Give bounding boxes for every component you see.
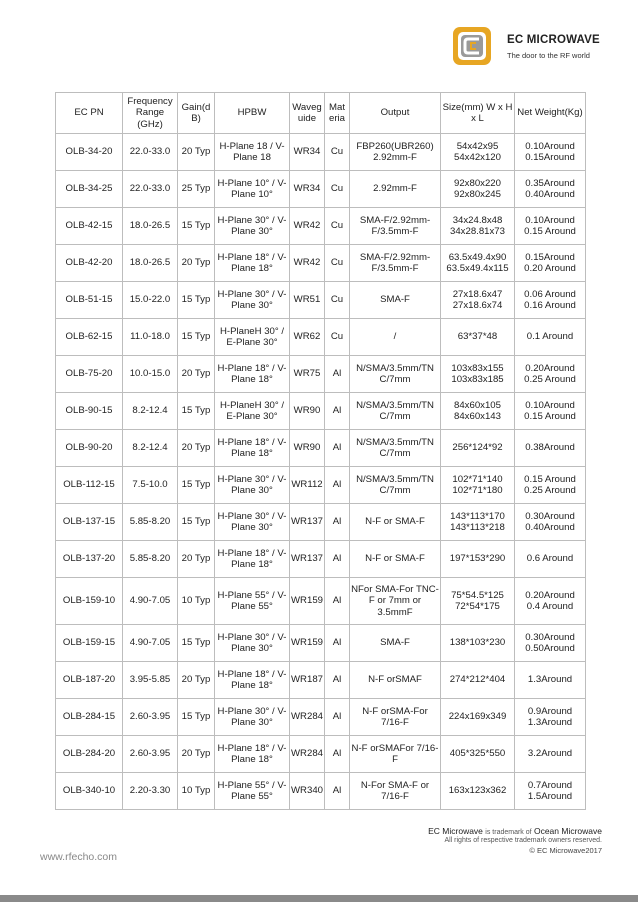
weight-cell: 0.10Around 0.15 Around [515, 208, 586, 245]
material-cell: Cu [325, 282, 350, 319]
table-row [56, 171, 586, 208]
frequency-cell: 8.2-12.4 [123, 393, 178, 430]
gain-cell: 20 Typ [178, 356, 215, 393]
col-header: EC PN [56, 93, 123, 134]
hpbw-cell: H-Plane 18° / V-Plane 18° [215, 245, 290, 282]
output-cell: SMA-F [350, 625, 441, 662]
part-number-cell: OLB-159-10 [56, 578, 123, 625]
hpbw-cell: H-Plane 10° / V-Plane 10° [215, 171, 290, 208]
part-number-cell: OLB-159-15 [56, 625, 123, 662]
part-number-cell: OLB-51-15 [56, 282, 123, 319]
size-cell: 92x80x220 92x80x245 [441, 171, 515, 208]
bottom-bar [0, 895, 638, 902]
table-row [56, 699, 586, 736]
gain-cell: 15 Typ [178, 393, 215, 430]
hpbw-cell: H-Plane 18 / V-Plane 18 [215, 134, 290, 171]
gain-cell: 20 Typ [178, 736, 215, 773]
waveguide-cell: WR284 [290, 699, 325, 736]
weight-cell: 0.35Around 0.40Around [515, 171, 586, 208]
size-cell: 27x18.6x47 27x18.6x74 [441, 282, 515, 319]
waveguide-cell: WR34 [290, 171, 325, 208]
waveguide-cell: WR34 [290, 134, 325, 171]
gain-cell: 15 Typ [178, 319, 215, 356]
gain-cell: 15 Typ [178, 625, 215, 662]
hpbw-cell: H-PlaneH 30° / E-Plane 30° [215, 393, 290, 430]
frequency-cell: 8.2-12.4 [123, 430, 178, 467]
frequency-cell: 3.95-5.85 [123, 662, 178, 699]
waveguide-cell: WR340 [290, 773, 325, 810]
material-cell: Cu [325, 134, 350, 171]
weight-cell: 0.30Around 0.40Around [515, 504, 586, 541]
frequency-cell: 18.0-26.5 [123, 208, 178, 245]
waveguide-cell: WR137 [290, 541, 325, 578]
weight-cell: 0.30Around 0.50Around [515, 625, 586, 662]
hpbw-cell: H-Plane 30° / V-Plane 30° [215, 282, 290, 319]
gain-cell: 20 Typ [178, 134, 215, 171]
size-cell: 84x60x105 84x60x143 [441, 393, 515, 430]
output-cell: N-F or SMA-F [350, 541, 441, 578]
hpbw-cell: H-PlaneH 30° / E-Plane 30° [215, 319, 290, 356]
table-row [56, 736, 586, 773]
output-cell: SMA-F [350, 282, 441, 319]
gain-cell: 10 Typ [178, 578, 215, 625]
weight-cell: 0.9Around 1.3Around [515, 699, 586, 736]
hpbw-cell: H-Plane 18° / V-Plane 18° [215, 662, 290, 699]
size-cell: 274*212*404 [441, 662, 515, 699]
brand-tagline: The door to the RF world [507, 51, 590, 60]
material-cell: Al [325, 736, 350, 773]
part-number-cell: OLB-62-15 [56, 319, 123, 356]
frequency-cell: 4.90-7.05 [123, 578, 178, 625]
website-link[interactable]: www.rfecho.com [40, 851, 118, 863]
part-number-cell: OLB-112-15 [56, 467, 123, 504]
output-cell: N-F orSMAFor 7/16-F [350, 736, 441, 773]
frequency-cell: 11.0-18.0 [123, 319, 178, 356]
material-cell: Al [325, 504, 350, 541]
weight-cell: 3.2Around [515, 736, 586, 773]
col-header: Output [350, 93, 441, 134]
output-cell: N-F orSMA-For 7/16-F [350, 699, 441, 736]
output-cell: SMA-F/2.92mm-F/3.5mm-F [350, 208, 441, 245]
table-row [56, 773, 586, 810]
brand-name: EC MICROWAVE [507, 34, 600, 46]
weight-cell: 0.15 Around 0.25 Around [515, 467, 586, 504]
output-cell: 2.92mm-F [350, 171, 441, 208]
footer-brand-2: Ocean Microwave [533, 826, 602, 836]
gain-cell: 15 Typ [178, 282, 215, 319]
table-row [56, 578, 586, 625]
weight-cell: 0.06 Around 0.16 Around [515, 282, 586, 319]
part-number-cell: OLB-42-15 [56, 208, 123, 245]
col-header: Gain(d B) [178, 93, 215, 134]
part-number-cell: OLB-75-20 [56, 356, 123, 393]
material-cell: Al [325, 578, 350, 625]
output-cell: SMA-F/2.92mm-F/3.5mm-F [350, 245, 441, 282]
part-number-cell: OLB-90-20 [56, 430, 123, 467]
waveguide-cell: WR137 [290, 504, 325, 541]
col-header: Frequency Range (GHz) [123, 93, 178, 134]
table-row [56, 282, 586, 319]
material-cell: Al [325, 467, 350, 504]
gain-cell: 20 Typ [178, 541, 215, 578]
waveguide-cell: WR159 [290, 625, 325, 662]
hpbw-cell: H-Plane 30° / V-Plane 30° [215, 504, 290, 541]
weight-cell: 0.20Around 0.4 Around [515, 578, 586, 625]
waveguide-cell: WR51 [290, 282, 325, 319]
frequency-cell: 7.5-10.0 [123, 467, 178, 504]
frequency-cell: 5.85-8.20 [123, 541, 178, 578]
frequency-cell: 22.0-33.0 [123, 134, 178, 171]
waveguide-cell: WR284 [290, 736, 325, 773]
frequency-cell: 5.85-8.20 [123, 504, 178, 541]
weight-cell: 0.15Around 0.20 Around [515, 245, 586, 282]
table-row [56, 319, 586, 356]
hpbw-cell: H-Plane 18° / V-Plane 18° [215, 430, 290, 467]
waveguide-cell: WR159 [290, 578, 325, 625]
waveguide-cell: WR112 [290, 467, 325, 504]
frequency-cell: 10.0-15.0 [123, 356, 178, 393]
part-number-cell: OLB-284-15 [56, 699, 123, 736]
frequency-cell: 18.0-26.5 [123, 245, 178, 282]
weight-cell: 0.10Around 0.15Around [515, 134, 586, 171]
part-number-cell: OLB-90-15 [56, 393, 123, 430]
gain-cell: 15 Typ [178, 699, 215, 736]
table-row [56, 356, 586, 393]
weight-cell: 0.6 Around [515, 541, 586, 578]
size-cell: 75*54.5*125 72*54*175 [441, 578, 515, 625]
size-cell: 34x24.8x48 34x28.81x73 [441, 208, 515, 245]
table-header-row [56, 93, 586, 134]
frequency-cell: 4.90-7.05 [123, 625, 178, 662]
waveguide-cell: WR62 [290, 319, 325, 356]
table-row [56, 245, 586, 282]
waveguide-cell: WR42 [290, 245, 325, 282]
material-cell: Cu [325, 171, 350, 208]
table-row [56, 430, 586, 467]
part-number-cell: OLB-137-20 [56, 541, 123, 578]
gain-cell: 20 Typ [178, 662, 215, 699]
frequency-cell: 15.0-22.0 [123, 282, 178, 319]
weight-cell: 0.7Around 1.5Around [515, 773, 586, 810]
ec-logo-icon [452, 26, 492, 66]
output-cell: N-F or SMA-F [350, 504, 441, 541]
col-header: Waveg uide [290, 93, 325, 134]
size-cell: 197*153*290 [441, 541, 515, 578]
output-cell: / [350, 319, 441, 356]
col-header: Mat eria [325, 93, 350, 134]
size-cell: 102*71*140 102*71*180 [441, 467, 515, 504]
gain-cell: 15 Typ [178, 504, 215, 541]
size-cell: 103x83x155 103x83x185 [441, 356, 515, 393]
footer-brand-mid: is trademark of [485, 829, 532, 836]
output-cell: FBP260(UBR260) 2.92mm-F [350, 134, 441, 171]
size-cell: 224x169x349 [441, 699, 515, 736]
size-cell: 63*37*48 [441, 319, 515, 356]
table-row [56, 504, 586, 541]
waveguide-cell: WR90 [290, 393, 325, 430]
material-cell: Cu [325, 319, 350, 356]
footer-brand-1: EC Microwave [428, 826, 483, 836]
footer-trademark [428, 826, 602, 836]
size-cell: 143*113*170 143*113*218 [441, 504, 515, 541]
col-header: HPBW [215, 93, 290, 134]
weight-cell: 0.1 Around [515, 319, 586, 356]
gain-cell: 15 Typ [178, 467, 215, 504]
hpbw-cell: H-Plane 30° / V-Plane 30° [215, 699, 290, 736]
gain-cell: 25 Typ [178, 171, 215, 208]
table-row [56, 625, 586, 662]
material-cell: Cu [325, 208, 350, 245]
output-cell: N/SMA/3.5mm/TN C/7mm [350, 467, 441, 504]
col-header: Net Weight(Kg) [515, 93, 586, 134]
table-body [56, 134, 586, 810]
size-cell: 163x123x362 [441, 773, 515, 810]
material-cell: Cu [325, 245, 350, 282]
part-number-cell: OLB-340-10 [56, 773, 123, 810]
part-number-cell: OLB-34-20 [56, 134, 123, 171]
table-row [56, 134, 586, 171]
size-cell: 256*124*92 [441, 430, 515, 467]
material-cell: Al [325, 699, 350, 736]
hpbw-cell: H-Plane 55° / V-Plane 55° [215, 773, 290, 810]
output-cell: NFor SMA-For TNC-F or 7mm or 3.5mmF [350, 578, 441, 625]
gain-cell: 15 Typ [178, 208, 215, 245]
size-cell: 63.5x49.4x90 63.5x49.4x115 [441, 245, 515, 282]
hpbw-cell: H-Plane 18° / V-Plane 18° [215, 356, 290, 393]
output-cell: N/SMA/3.5mm/TN C/7mm [350, 393, 441, 430]
material-cell: Al [325, 356, 350, 393]
output-cell: N/SMA/3.5mm/TN C/7mm [350, 356, 441, 393]
gain-cell: 10 Typ [178, 773, 215, 810]
frequency-cell: 2.60-3.95 [123, 736, 178, 773]
table-row [56, 541, 586, 578]
hpbw-cell: H-Plane 30° / V-Plane 30° [215, 467, 290, 504]
frequency-cell: 2.60-3.95 [123, 699, 178, 736]
table-row [56, 393, 586, 430]
material-cell: Al [325, 773, 350, 810]
material-cell: Al [325, 541, 350, 578]
waveguide-cell: WR90 [290, 430, 325, 467]
gain-cell: 20 Typ [178, 430, 215, 467]
material-cell: Al [325, 625, 350, 662]
material-cell: Al [325, 430, 350, 467]
waveguide-cell: WR42 [290, 208, 325, 245]
hpbw-cell: H-Plane 18° / V-Plane 18° [215, 541, 290, 578]
output-cell: N-For SMA-F or 7/16-F [350, 773, 441, 810]
hpbw-cell: H-Plane 55° / V-Plane 55° [215, 578, 290, 625]
hpbw-cell: H-Plane 30° / V-Plane 30° [215, 208, 290, 245]
output-cell: N/SMA/3.5mm/TN C/7mm [350, 430, 441, 467]
part-number-cell: OLB-42-20 [56, 245, 123, 282]
part-number-cell: OLB-187-20 [56, 662, 123, 699]
weight-cell: 0.10Around 0.15 Around [515, 393, 586, 430]
part-number-cell: OLB-137-15 [56, 504, 123, 541]
table-row [56, 208, 586, 245]
table-row [56, 467, 586, 504]
waveguide-cell: WR187 [290, 662, 325, 699]
material-cell: Al [325, 662, 350, 699]
table-row [56, 662, 586, 699]
col-header: Size(mm) W x H x L [441, 93, 515, 134]
size-cell: 138*103*230 [441, 625, 515, 662]
part-number-cell: OLB-284-20 [56, 736, 123, 773]
spec-table [55, 92, 586, 810]
footer-copyright: © EC Microwave2017 [529, 846, 602, 855]
hpbw-cell: H-Plane 30° / V-Plane 30° [215, 625, 290, 662]
frequency-cell: 2.20-3.30 [123, 773, 178, 810]
weight-cell: 0.38Around [515, 430, 586, 467]
size-cell: 54x42x95 54x42x120 [441, 134, 515, 171]
footer-rights: All rights of respective trademark owners reserved. [444, 837, 602, 844]
frequency-cell: 22.0-33.0 [123, 171, 178, 208]
weight-cell: 0.20Around 0.25 Around [515, 356, 586, 393]
size-cell: 405*325*550 [441, 736, 515, 773]
part-number-cell: OLB-34-25 [56, 171, 123, 208]
weight-cell: 1.3Around [515, 662, 586, 699]
material-cell: Al [325, 393, 350, 430]
output-cell: N-F orSMAF [350, 662, 441, 699]
waveguide-cell: WR75 [290, 356, 325, 393]
hpbw-cell: H-Plane 18° / V-Plane 18° [215, 736, 290, 773]
gain-cell: 20 Typ [178, 245, 215, 282]
